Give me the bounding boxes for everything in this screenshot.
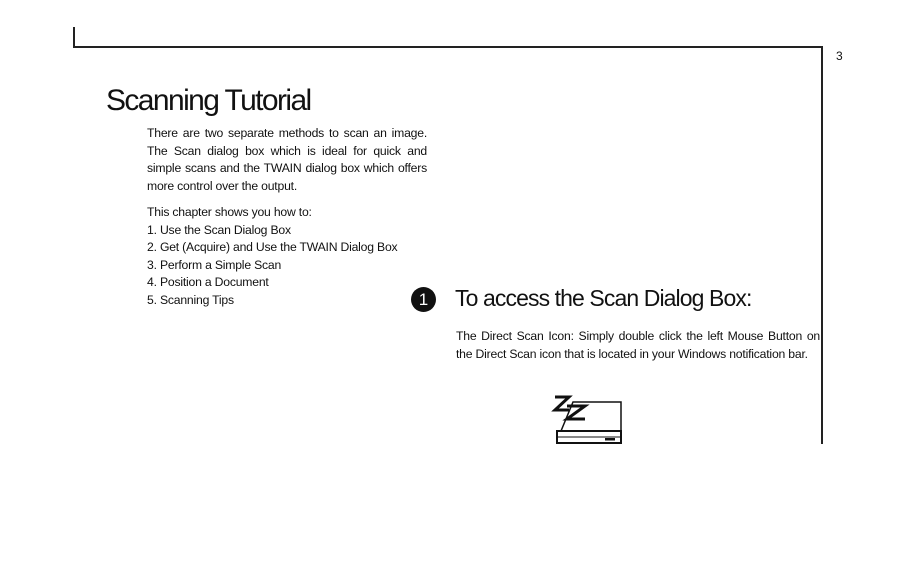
header-rule-left (73, 27, 75, 47)
step-number-badge: 1 (411, 287, 436, 312)
list-item: 3. Perform a Simple Scan (147, 257, 282, 272)
page-number: 3 (836, 49, 843, 63)
chapter-list (147, 222, 427, 310)
list-item: 5. Scanning Tips (147, 292, 234, 307)
chapter-intro: This chapter shows you how to: (147, 205, 312, 219)
list-item: 1. Use the Scan Dialog Box (147, 222, 291, 237)
section-heading: To access the Scan Dialog Box: (455, 285, 752, 311)
chapter-overview (147, 204, 427, 309)
page-title: Scanning Tutorial (106, 84, 311, 117)
intro-paragraph: There are two separate methods to scan an image. The Scan dialog box which is ideal for quick and simple scans and the TWAIN dialog box which offers more control over the output. (147, 126, 427, 193)
section-body: The Direct Scan Icon: Simply double click the left Mouse Button on the Direct Scan icon that is located in your Windows notification bar. (456, 329, 820, 361)
list-item: 2. Get (Acquire) and Use the TWAIN Dialog Box (147, 240, 398, 254)
list-item: 4. Position a Document (147, 275, 269, 289)
direct-scan-sleep-icon (551, 394, 623, 446)
header-rule-top (73, 46, 822, 48)
margin-rule-right (821, 46, 823, 444)
